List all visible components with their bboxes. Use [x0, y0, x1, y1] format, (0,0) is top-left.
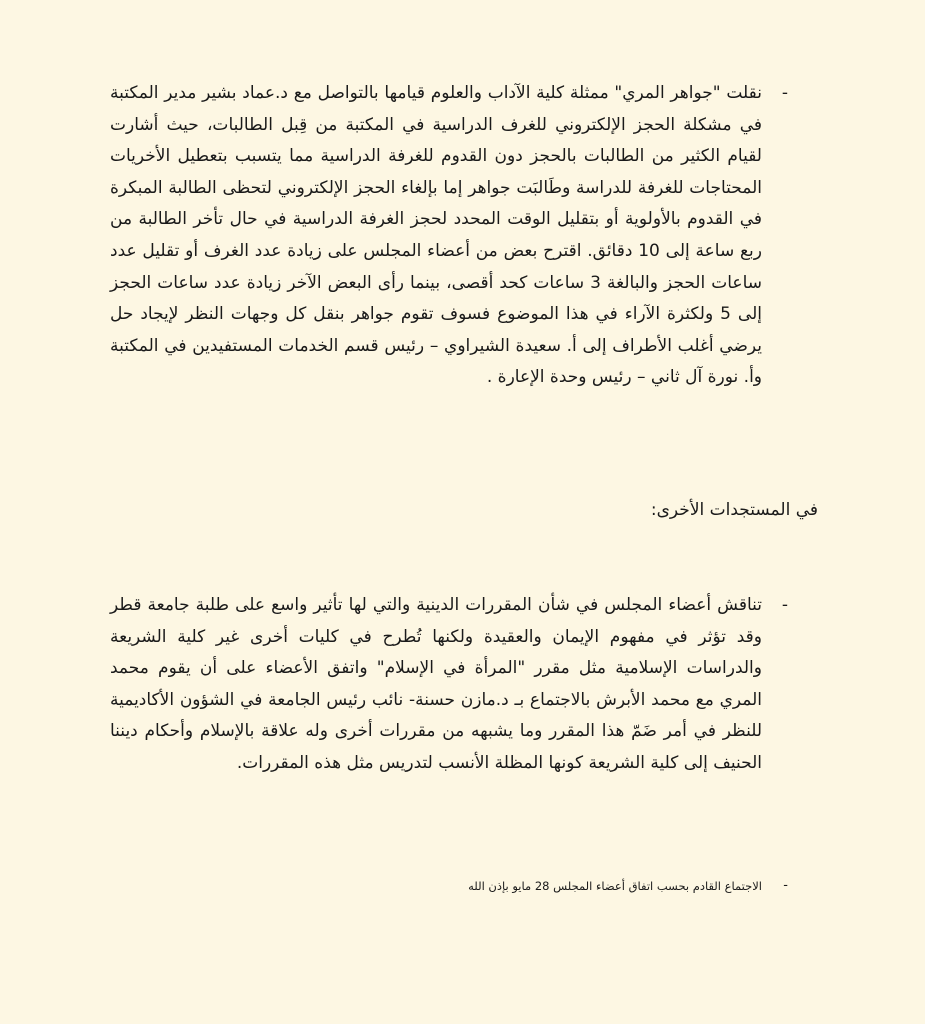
bullet-dash: -: [781, 83, 788, 103]
paragraph-text: تناقش أعضاء المجلس في شأن المقررات الدينية والتي لها تأثير واسع على طلبة جامعة قطر وقد تؤثر في مفهوم الإيمان والعقيدة ولكنها تُطرح في كليات أخرى غير كلية الشريعة والدراسات الإسلامية مثل مقرر "المرأة في الإسلام" واتفق الأعضاء على أن يقوم محمد المري مع محمد الأبرش بالاجتماع بـ د.مازن حسنة- نائب رئيس الجامعة في الشؤون الأكاديمية للنظر في أمر ضَمّ هذا المقرر وما يشبهه من مقررات أخرى وله علاقة بالإسلام وأحكام ديننا الحنيف إلى كلية الشريعة كونها المظلة الأنسب لتدريس مثل هذه المقررات.: [110, 595, 762, 773]
bullet-item-religious-courses: [110, 590, 788, 780]
bullet-item-library-booking: [110, 78, 788, 394]
section-heading: في المستجدات الأخرى:: [650, 500, 818, 520]
bullet-dash: -: [781, 595, 788, 615]
paragraph-text: نقلت "جواهر المري" ممثلة كلية الآداب والعلوم قيامها بالتواصل مع د.عماد بشير مدير المكتبة في مشكلة الحجز الإلكتروني للغرف الدراسية في المكتبة من قِبل الطالبات، حيث أشارت لقيام الكثير من الطالبات بالحجز دون القدوم للغرفة الدراسية مما يتسبب بتعطيل الأخريات المحتاجات للغرفة للدراسة وطَالبَت جواهر إما بإلغاء الحجز الإلكتروني لتحظى الطالبة المبكرة في القدوم بالأولوية أو بتقليل الوقت المحدد لحجز الغرفة الدراسية في حال تأخر الطالبة من ربع ساعة إلى 10 دقائق. اقترح بعض من أعضاء المجلس على زيادة عدد الغرف أو تقليل عدد ساعات الحجز والبالغة 3 ساعات كحد أقصى، بينما رأى البعض الآخر زيادة عدد ساعات الحجز إلى 5 ولكثرة الآراء في هذا الموضوع فسوف تقوم جواهر بنقل كل وجهات النظر لإيجاد حل يرضي أغلب الأطراف إلى أ. سعيدة الشيراوي – رئيس قسم الخدمات المستفيدين في المكتبة وأ. نورة آل ثاني – رئيس وحدة الإعارة .: [110, 83, 762, 388]
bullet-dash: -: [783, 878, 788, 893]
paragraph-text: الاجتماع القادم بحسب اتفاق أعضاء المجلس 28 مايو بإذن الله: [468, 879, 762, 893]
bullet-item-next-meeting: [402, 875, 788, 897]
